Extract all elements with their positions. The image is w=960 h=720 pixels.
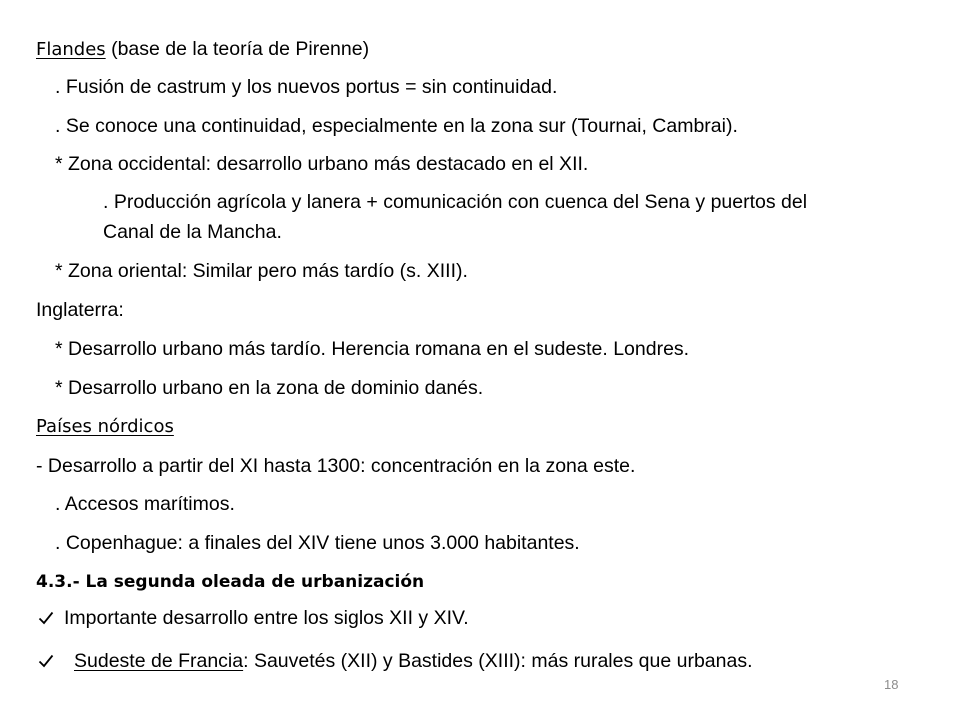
flandes-zona-oriental: * Zona oriental: Similar pero más tardío (s. XIII). <box>55 260 468 282</box>
inglaterra-point-2: * Desarrollo urbano en la zona de dominio danés. <box>55 377 484 399</box>
sudeste-francia-link[interactable]: Sudeste de Francia <box>74 650 244 672</box>
section-4-3-heading: 4.3.- La segunda oleada de urbanización <box>36 572 425 592</box>
nordicos-point-1: - Desarrollo a partir del XI hasta 1300: concentración en la zona este. <box>36 455 636 477</box>
page-number: 18 <box>884 677 899 692</box>
flandes-heading: Flandes <box>36 39 106 60</box>
flandes-produccion-line2: Canal de la Mancha. <box>103 221 282 243</box>
flandes-zona-occidental: * Zona occidental: desarrollo urbano más destacado en el XII. <box>55 153 589 175</box>
nordicos-point-3: . Copenhague: a finales del XIV tiene unos 3.000 habitantes. <box>55 532 580 554</box>
flandes-line <box>36 37 369 62</box>
flandes-point-1: . Fusión de castrum y los nuevos portus = sin continuidad. <box>55 76 558 98</box>
section-4-3-bullet-1 <box>38 606 469 630</box>
bullet-1-text: Importante desarrollo entre los siglos XII y XIV. <box>64 607 469 629</box>
flandes-produccion-line1: . Producción agrícola y lanera + comunicación con cuenca del Sena y puertos del <box>103 191 808 213</box>
inglaterra-heading: Inglaterra: <box>36 299 124 321</box>
inglaterra-point-1: * Desarrollo urbano más tardío. Herencia romana en el sudeste. Londres. <box>55 338 690 360</box>
bullet-2-text: : Sauvetés (XII) y Bastides (XIII): más rurales que urbanas. <box>243 650 753 672</box>
nordicos-point-2: . Accesos marítimos. <box>55 493 235 515</box>
checkmark-icon <box>38 606 64 630</box>
flandes-point-2: . Se conoce una continuidad, especialmente en la zona sur (Tournai, Cambrai). <box>55 115 738 137</box>
nordicos-heading: Países nórdicos <box>36 416 174 437</box>
section-4-3-bullet-2 <box>38 649 753 673</box>
checkmark-icon <box>38 649 64 673</box>
flandes-heading-rest: (base de la teoría de Pirenne) <box>105 38 370 60</box>
